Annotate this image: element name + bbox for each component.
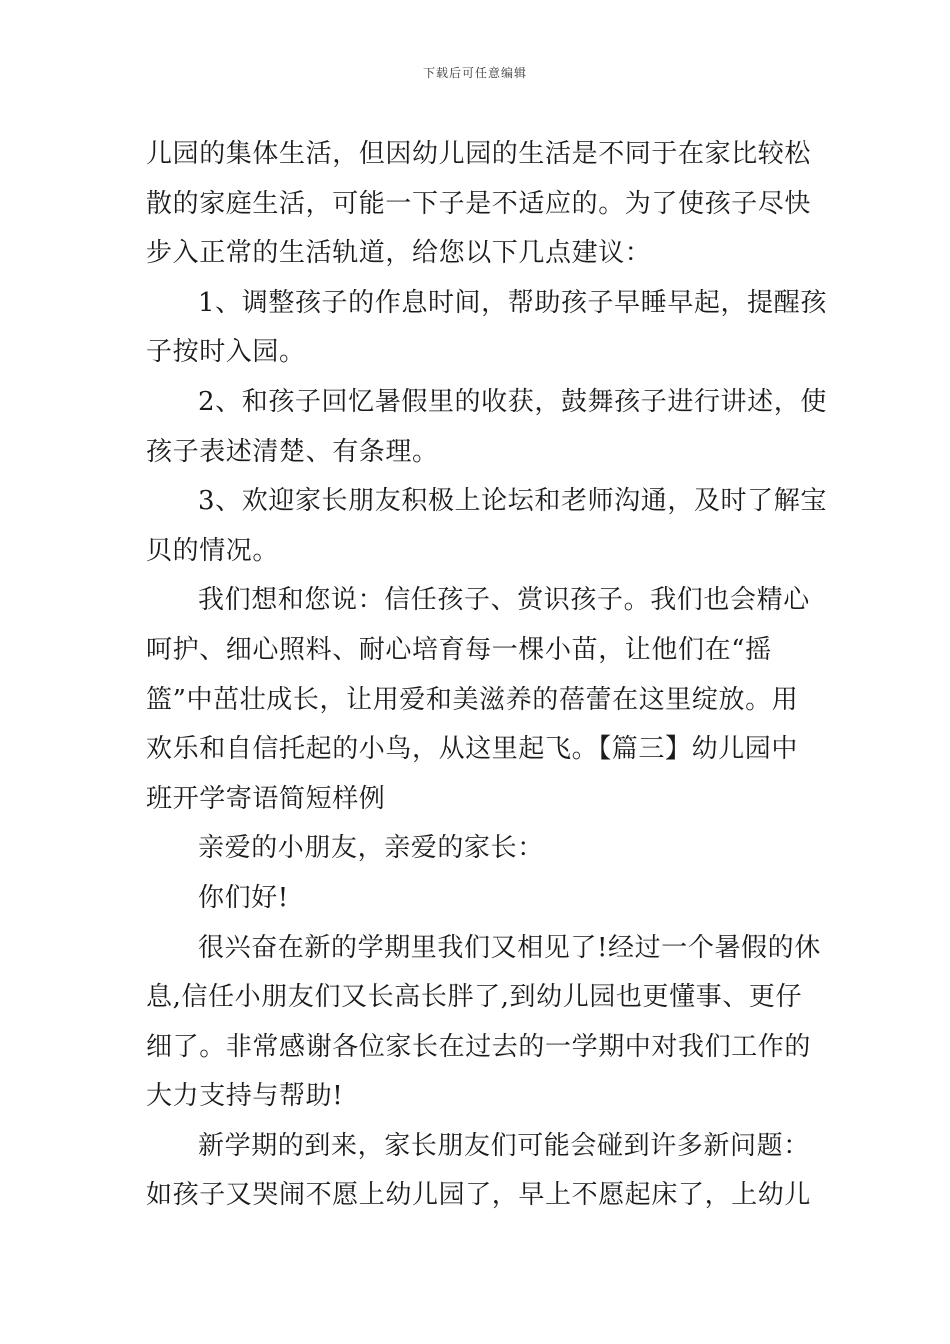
text-line: 呵护、细心照料、耐心培育每一棵小苗，让他们在“摇 xyxy=(146,634,772,665)
text-line: 贝的情况。 xyxy=(146,535,280,566)
text-line: 3、欢迎家长朋友积极上论坛和老师沟通，及时了解宝 xyxy=(198,486,827,517)
text-line: 如孩子又哭闹不愿上幼儿园了，早上不愿起床了，上幼儿 xyxy=(146,1180,812,1211)
text-line: 细了。非常感谢各位家长在过去的一学期中对我们工作的 xyxy=(146,1031,812,1062)
text-line: 欢乐和自信托起的小鸟，从这里起飞。【篇三】幼儿园中 xyxy=(146,734,799,765)
text-line: 我们想和您说：信任孩子、赏识孩子。我们也会精心 xyxy=(198,585,810,616)
text-line: 子按时入园。 xyxy=(146,337,306,368)
document-body xyxy=(146,130,827,1221)
text-line: 孩子表述清楚、有条理。 xyxy=(146,436,439,467)
page-header: 下载后可任意编辑 xyxy=(422,66,527,80)
text-line: 儿园的集体生活，但因幼儿园的生活是不同于在家比较松 xyxy=(146,139,812,169)
text-line: 亲爱的小朋友，亲爱的家长： xyxy=(198,833,544,864)
text-line: 班开学寄语简短样例 xyxy=(146,783,386,814)
text-line: 1、调整孩子的作息时间，帮助孩子早睡早起，提醒孩 xyxy=(198,287,827,318)
text-line: 散的家庭生活，可能一下子是不适应的。为了使孩子尽快 xyxy=(146,188,812,219)
text-line: 息,信任小朋友们又长高长胖了,到幼儿园也更懂事、更仔 xyxy=(146,982,803,1013)
text-line: 步入正常的生活轨道，给您以下几点建议： xyxy=(146,238,652,269)
text-line: 很兴奋在新的学期里我们又相见了!经过一个暑假的休 xyxy=(198,932,821,963)
text-line: 篮”中茁壮成长，让用爱和美滋养的蓓蕾在这里绽放。用 xyxy=(146,684,799,715)
text-line: 大力支持与帮助! xyxy=(146,1081,344,1112)
text-line: 你们好! xyxy=(198,882,289,913)
text-line: 2、和孩子回忆暑假里的收获，鼓舞孩子进行讲述，使 xyxy=(198,386,827,417)
text-line: 新学期的到来，家长朋友们可能会碰到许多新问题： xyxy=(198,1130,810,1161)
